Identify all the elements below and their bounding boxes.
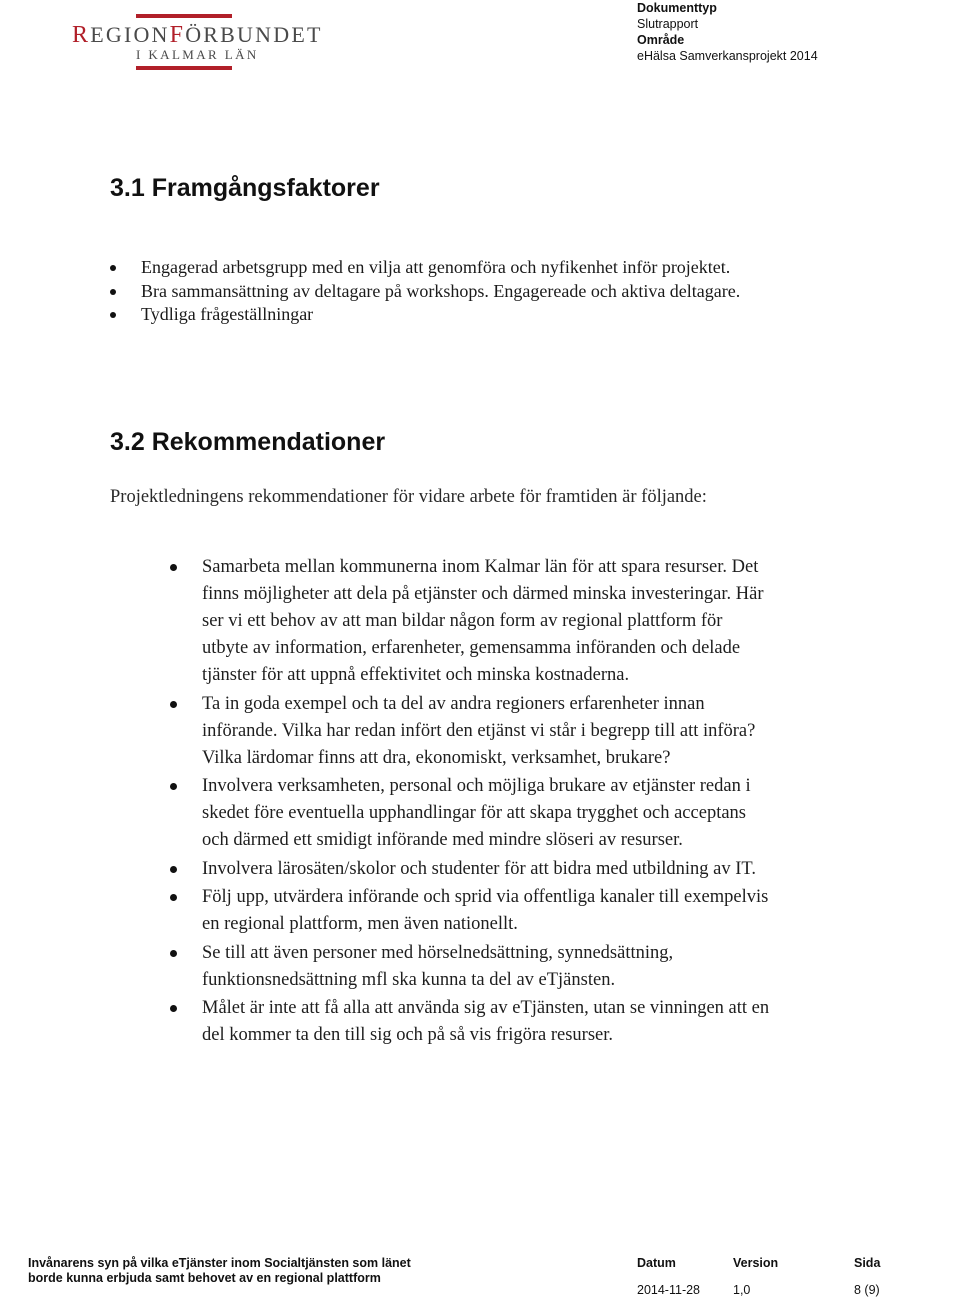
success-factors-list <box>110 256 770 327</box>
list-item: Samarbeta mellan kommunerna inom Kalmar län för att spara resurser. Det finns möjligheter att dela på etjänster och därmed minska investeringar. Här ser vi ett behov av att man bildar någon form av regional plattform för utbyte av information, erfarenheter, gemensamma införanden och delade tjänster för att uppnå effektivitet och minska kostnaderna. <box>170 554 770 689</box>
list-item: Följ upp, utvärdera införande och sprid via offentliga kanaler till exempelvis en regional plattform, men även nationellt. <box>170 884 770 938</box>
bullet-icon <box>170 783 177 790</box>
footer-document-title <box>28 1256 411 1285</box>
logo-subtitle: I KALMAR LÄN <box>136 47 259 62</box>
doc-type-label: Dokumenttyp <box>637 1 717 15</box>
area-value: eHälsa Samverkansprojekt 2014 <box>637 49 818 63</box>
bullet-icon <box>170 701 177 708</box>
bullet-icon <box>170 950 177 957</box>
region-forbundet-logo <box>72 14 323 74</box>
list-item: Målet är inte att få alla att använda sig av eTjänsten, utan se vinningen att en del kommer ta den till sig och på så vis frigöra resurser. <box>170 995 770 1049</box>
bullet-icon <box>170 866 177 873</box>
document-metadata <box>637 0 818 64</box>
area-label: Område <box>637 33 685 47</box>
footer-sida-label: Sida <box>854 1256 881 1270</box>
footer-version-label: Version <box>733 1256 779 1270</box>
footer-page-number: 8 (9) <box>854 1283 880 1297</box>
heading-framgangsfaktorer: 3.1 Framgångsfaktorer <box>110 174 380 202</box>
bullet-icon <box>170 1005 177 1012</box>
heading-rekommendationer: 3.2 Rekommendationer <box>110 428 386 456</box>
list-item: Se till att även personer med hörselnedsättning, synnedsättning, funktionsnedsättning mfl ska kunna ta del av eTjänsten. <box>170 940 770 994</box>
footer-title-line-1: Invånarens syn på vilka eTjänster inom Socialtjänsten som länet <box>28 1256 411 1270</box>
logo-bar-top <box>136 14 232 18</box>
list-item: Ta in goda exempel och ta del av andra regioners erfarenheter innan införande. Vilka har redan infört den etjänst vi står i begrepp till att införa? Vilka lärdomar finns att dra, ekonomiskt, verksamhet, brukare? <box>170 691 770 772</box>
doc-type-value: Slutrapport <box>637 17 699 31</box>
logo-wordmark: REGIONFÖRBUNDET <box>72 22 323 48</box>
list-item: Involvera lärosäten/skolor och studenter för att bidra med utbildning av IT. <box>170 856 770 883</box>
footer-version-value: 1,0 <box>733 1283 751 1297</box>
bullet-icon <box>110 265 116 271</box>
list-item: Engagerad arbetsgrupp med en vilja att genomföra och nyfikenhet inför projektet. <box>110 256 770 280</box>
logo-bar-bottom <box>136 66 232 70</box>
list-item: Bra sammansättning av deltagare på workshops. Engagereade och aktiva deltagare. <box>110 280 770 304</box>
bullet-icon <box>170 564 177 571</box>
recommendations-intro: Projektledningens rekommendationer för vidare arbete för framtiden är följande: <box>110 487 707 507</box>
bullet-icon <box>170 894 177 901</box>
footer-datum-label: Datum <box>637 1256 676 1270</box>
bullet-icon <box>110 312 116 318</box>
bullet-icon <box>110 289 116 295</box>
list-item: Involvera verksamheten, personal och möjliga brukare av etjänster redan i skedet före eventuella upphandlingar för att skapa trygghet och acceptans och därmed ett smidigt införande med mindre slöseri av resurser. <box>170 773 770 854</box>
list-item: Tydliga frågeställningar <box>110 303 770 327</box>
footer-title-line-2: borde kunna erbjuda samt behovet av en regional plattform <box>28 1270 381 1285</box>
footer-datum-value: 2014-11-28 <box>637 1283 701 1297</box>
recommendations-list <box>170 554 770 1051</box>
